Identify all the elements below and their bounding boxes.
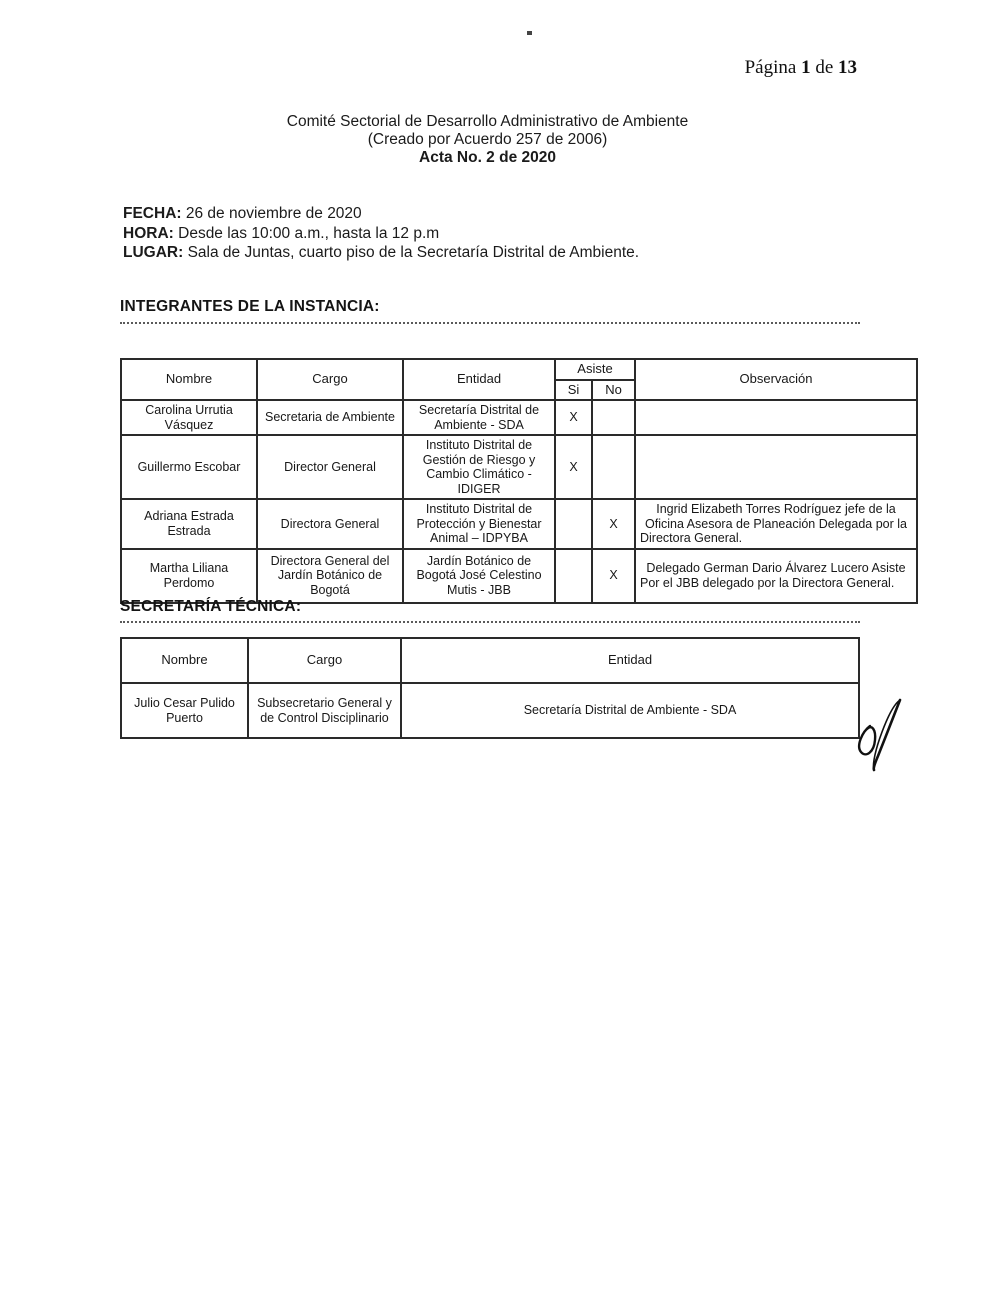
cell-asiste-no bbox=[592, 435, 635, 499]
meta-block bbox=[123, 204, 639, 263]
title-line-1: Comité Sectorial de Desarrollo Administrativo de Ambiente bbox=[286, 113, 689, 130]
page-number-current: 1 bbox=[801, 57, 811, 78]
table-row bbox=[121, 499, 917, 549]
col-header-asiste: Asiste bbox=[555, 359, 635, 380]
col-header-nombre: Nombre bbox=[121, 359, 257, 400]
cell-observacion: Delegado German Dario Álvarez Lucero Asiste Por el JBB delegado por la Directora General. bbox=[635, 549, 917, 603]
cell-asiste-si bbox=[555, 499, 592, 549]
members-table bbox=[120, 358, 918, 604]
cell-asiste-no: X bbox=[592, 549, 635, 603]
cell-observacion bbox=[635, 400, 917, 435]
cell-asiste-si: X bbox=[555, 435, 592, 499]
cell-entidad: Instituto Distrital de Protección y Bienestar Animal – IDPYBA bbox=[403, 499, 555, 549]
integrantes-heading: INTEGRANTES DE LA INSTANCIA: bbox=[120, 298, 380, 315]
page-number-of: de bbox=[815, 57, 834, 78]
secretary-table bbox=[120, 637, 860, 739]
col-header-cargo: Cargo bbox=[248, 638, 401, 683]
meta-lugar bbox=[123, 243, 639, 263]
cell-asiste-no: X bbox=[592, 499, 635, 549]
col-header-nombre: Nombre bbox=[121, 638, 248, 683]
hora-label: HORA: bbox=[123, 224, 174, 242]
cell-entidad: Secretaría Distrital de Ambiente - SDA bbox=[401, 683, 859, 738]
cell-nombre: Julio Cesar Pulido Puerto bbox=[121, 683, 248, 738]
secretary-header-row bbox=[121, 638, 859, 683]
cell-cargo: Secretaria de Ambiente bbox=[257, 400, 403, 435]
meta-fecha bbox=[123, 204, 639, 224]
document-title bbox=[0, 113, 975, 167]
lugar-label: LUGAR: bbox=[123, 244, 184, 261]
cell-entidad: Secretaría Distrital de Ambiente - SDA bbox=[403, 400, 555, 435]
fecha-value: 26 de noviembre de 2020 bbox=[185, 205, 362, 222]
secretaria-heading-rule bbox=[120, 621, 860, 623]
page-number-total: 13 bbox=[838, 57, 857, 78]
col-header-no: No bbox=[592, 380, 635, 401]
cell-cargo: Directora General bbox=[257, 499, 403, 549]
scan-speck-artifact bbox=[527, 31, 532, 35]
page-number bbox=[745, 57, 857, 79]
hora-value: Desde las 10:00 a.m., hasta la 12 p.m bbox=[178, 224, 440, 242]
integrantes-heading-rule bbox=[120, 322, 860, 324]
secretaria-heading: SECRETARÍA TÉCNICA: bbox=[120, 598, 302, 615]
table-row bbox=[121, 400, 917, 435]
members-header-row-1 bbox=[121, 359, 917, 380]
col-header-entidad: Entidad bbox=[401, 638, 859, 683]
cell-observacion: Ingrid Elizabeth Torres Rodríguez jefe de la Oficina Asesora de Planeación Delegada por la Directora General. bbox=[635, 499, 917, 549]
cell-nombre: Carolina Urrutia Vásquez bbox=[121, 400, 257, 435]
cell-asiste-si bbox=[555, 549, 592, 603]
cell-nombre: Martha Liliana Perdomo bbox=[121, 549, 257, 603]
cell-observacion bbox=[635, 435, 917, 499]
cell-cargo: Directora General del Jardín Botánico de Bogotá bbox=[257, 549, 403, 603]
cell-cargo: Subsecretario General y de Control Disciplinario bbox=[248, 683, 401, 738]
cell-entidad: Jardín Botánico de Bogotá José Celestino Mutis - JBB bbox=[403, 549, 555, 603]
col-header-cargo: Cargo bbox=[257, 359, 403, 400]
cell-cargo: Director General bbox=[257, 435, 403, 499]
title-line-2: (Creado por Acuerdo 257 de 2006) bbox=[367, 131, 608, 148]
page-number-prefix: Página bbox=[744, 57, 797, 78]
col-header-si: Si bbox=[555, 380, 592, 401]
cell-nombre: Adriana Estrada Estrada bbox=[121, 499, 257, 549]
cell-asiste-si: X bbox=[555, 400, 592, 435]
col-header-entidad: Entidad bbox=[403, 359, 555, 400]
table-row bbox=[121, 683, 859, 738]
lugar-value: Sala de Juntas, cuarto piso de la Secretaría Distrital de Ambiente. bbox=[187, 244, 640, 261]
title-line-3: Acta No. 2 de 2020 bbox=[419, 149, 556, 166]
table-row bbox=[121, 549, 917, 603]
cell-asiste-no bbox=[592, 400, 635, 435]
col-header-observacion: Observación bbox=[635, 359, 917, 400]
table-row bbox=[121, 435, 917, 499]
meta-hora bbox=[123, 224, 639, 244]
cell-entidad: Instituto Distrital de Gestión de Riesgo y Cambio Climático - IDIGER bbox=[403, 435, 555, 499]
fecha-label: FECHA: bbox=[123, 205, 182, 222]
cell-nombre: Guillermo Escobar bbox=[121, 435, 257, 499]
